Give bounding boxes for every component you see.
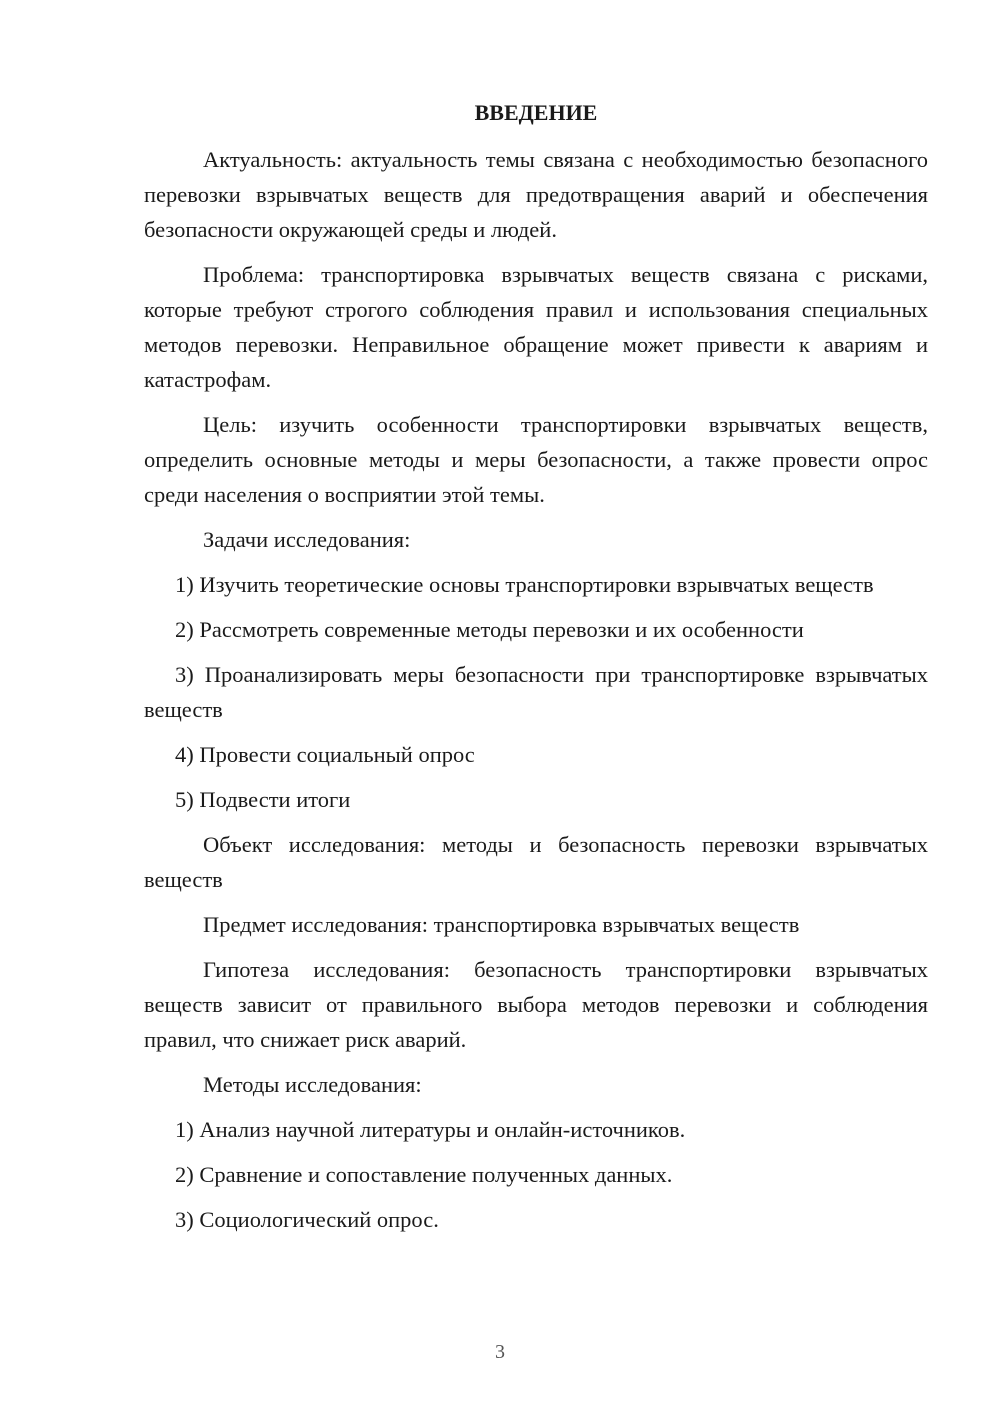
method-item-3: 3) Социологический опрос. [175, 1207, 439, 1232]
page-title: ВВЕДЕНИЕ [474, 100, 598, 125]
relevance-paragraph: Актуальность: актуальность темы связана с необходимостью безопасного перевозки взрывчатых веществ для предотвращения аварий и обеспечения безопасности окружающей среды и людей. [144, 147, 928, 242]
page-number: 3 [495, 1341, 505, 1363]
problem-paragraph: Проблема: транспортировка взрывчатых веществ связана с рисками, которые требуют строгого соблюдения правил и использования специальных методов перевозки. Неправильное обращение может привести к авариям и катастрофам. [144, 262, 928, 392]
object-paragraph: Объект исследования: методы и безопасность перевозки взрывчатых веществ [144, 832, 928, 892]
task-item-4: 4) Провести социальный опрос [175, 742, 475, 767]
methods-heading: Методы исследования: [203, 1072, 422, 1097]
task-item-1: 1) Изучить теоретические основы транспортировки взрывчатых веществ [175, 572, 874, 597]
tasks-heading: Задачи исследования: [203, 527, 411, 552]
page-content [144, 95, 928, 1247]
subject-paragraph: Предмет исследования: транспортировка взрывчатых веществ [203, 912, 800, 937]
hypothesis-paragraph: Гипотеза исследования: безопасность транспортировки взрывчатых веществ зависит от правильного выбора методов перевозки и соблюдения правил, что снижает риск аварий. [144, 957, 928, 1052]
method-item-2: 2) Сравнение и сопоставление полученных данных. [175, 1162, 673, 1187]
task-item-2: 2) Рассмотреть современные методы перевозки и их особенности [175, 617, 804, 642]
goal-paragraph: Цель: изучить особенности транспортировки взрывчатых веществ, определить основные методы и меры безопасности, а также провести опрос среди населения о восприятии этой темы. [144, 412, 928, 507]
task-item-3: 3) Проанализировать меры безопасности при транспортировке взрывчатых веществ [144, 662, 928, 722]
method-item-1: 1) Анализ научной литературы и онлайн-источников. [175, 1117, 686, 1142]
task-item-5: 5) Подвести итоги [175, 787, 351, 812]
